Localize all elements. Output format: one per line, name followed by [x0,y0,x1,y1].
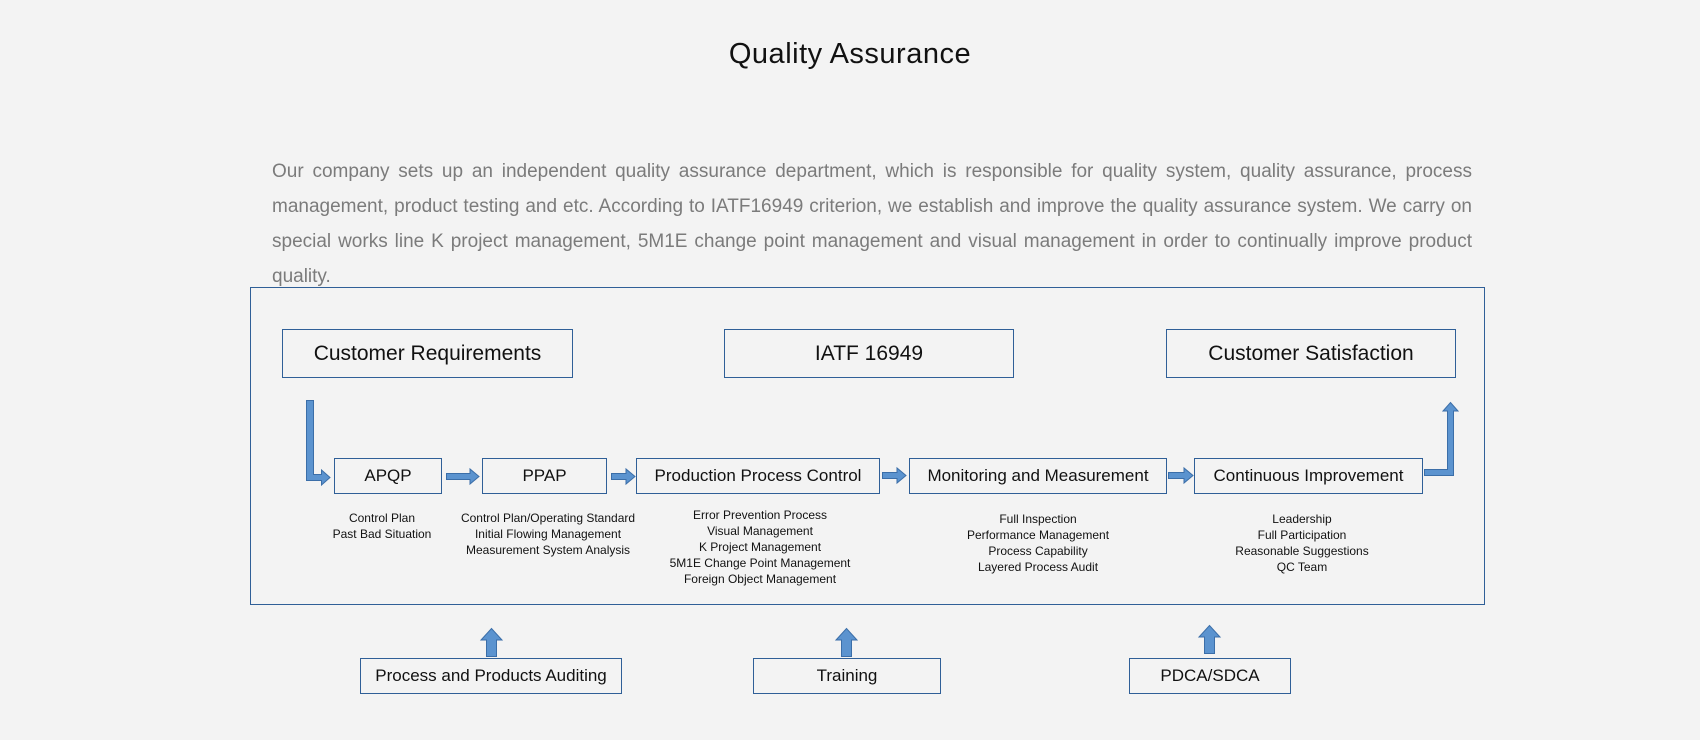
note-item: Reasonable Suggestions [1235,544,1369,558]
step-apqp-notes [302,510,462,542]
arrow-auditing-up [481,629,502,657]
iatf-box [724,329,1014,378]
arrow-production-to-monitoring [883,468,907,483]
arrow-training-up [836,629,857,657]
intro-paragraph: Our company sets up an independent quality assurance department, which is responsible for quality system, quality assurance, process management, product testing and etc. According to IATF16949 criterion, we establish and improve the quality assurance system. We carry on special works line K project management, 5M1E change point management and visual management in order to continually improve product quality. [272,161,1472,287]
support-training-label: Training [816,666,878,685]
iatf-label: IATF 16949 [814,341,924,365]
arrow-improvement-to-satisfaction [1425,403,1459,476]
arrow-monitoring-to-improvement [1169,468,1194,483]
arrow-requirements-to-apqp [307,401,331,486]
note-item: Layered Process Audit [977,560,1099,574]
note-item: Visual Management [707,524,813,538]
arrow-ppap-to-production [612,469,636,484]
note-item: Full Participation [1257,528,1347,542]
note-item: Measurement System Analysis [465,543,631,557]
step-improvement-label: Continuous Improvement [1213,466,1404,485]
note-item: Foreign Object Management [683,572,837,586]
step-monitoring-label: Monitoring and Measurement [927,466,1149,485]
support-pdca-box [1129,658,1291,694]
note-item: Past Bad Situation [332,527,432,541]
customer-requirements-box [282,329,573,378]
step-production-label: Production Process Control [654,466,862,485]
step-ppap-notes [447,510,649,558]
customer-satisfaction-box [1166,329,1456,378]
step-monitoring-notes [938,511,1138,575]
step-production-notes [658,507,862,587]
step-improvement-notes [1222,511,1382,575]
note-item: Control Plan [348,511,416,525]
step-ppap-box [482,458,607,494]
note-item: QC Team [1276,560,1328,574]
note-item: Process Capability [988,544,1088,558]
note-item: Full Inspection [999,512,1077,526]
support-auditing-box [360,658,622,694]
note-item: Performance Management [966,528,1110,542]
note-item: 5M1E Change Point Management [669,556,851,570]
page-title: Quality Assurance [728,38,972,70]
note-item: Error Prevention Process [692,508,828,522]
step-improvement-box [1194,458,1423,494]
customer-requirements-label: Customer Requirements [313,341,542,365]
note-item: K Project Management [698,540,822,554]
customer-satisfaction-label: Customer Satisfaction [1208,341,1414,365]
support-training-box [753,658,941,694]
support-pdca-label: PDCA/SDCA [1160,666,1260,685]
step-production-box [636,458,880,494]
step-apqp-label: APQP [364,466,412,485]
support-auditing-label: Process and Products Auditing [375,666,607,685]
step-apqp-box [334,458,442,494]
arrow-apqp-to-ppap [447,469,480,484]
step-ppap-label: PPAP [522,466,567,485]
note-item: Control Plan/Operating Standard [460,511,636,525]
arrow-pdca-up [1199,626,1220,654]
note-item: Initial Flowing Management [474,527,622,541]
step-monitoring-box [909,458,1167,494]
note-item: Leadership [1272,512,1332,526]
